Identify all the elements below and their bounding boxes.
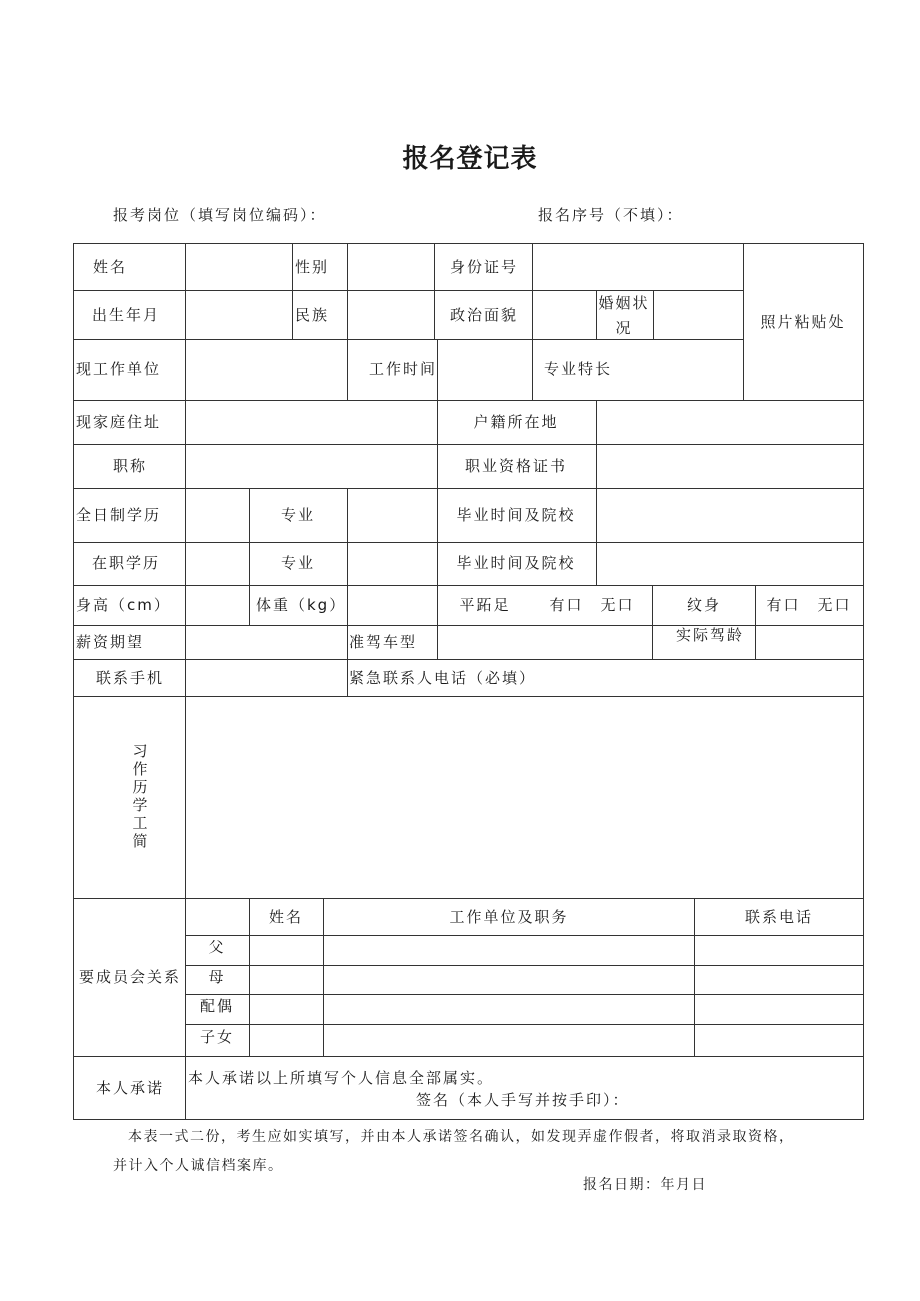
row-father: 父 bbox=[208, 938, 226, 956]
flatfoot-options[interactable]: 有口 无口 bbox=[549, 596, 635, 614]
label-fulltime-education: 全日制学历 bbox=[76, 506, 162, 524]
registration-date-label: 报名日期：年月日 bbox=[583, 1177, 707, 1193]
footer-note-line-1: 本表一式二份，考生应如实填写，并由本人承诺签名确认，如发现弄虚作假者，将取消录取资格， bbox=[128, 1129, 795, 1145]
photo-area-label: 照片粘贴处 bbox=[760, 313, 846, 331]
label-ethnicity: 民族 bbox=[295, 306, 330, 324]
post-code-label: 报考岗位（填写岗位编码）： bbox=[113, 206, 327, 224]
label-gender: 性别 bbox=[295, 258, 330, 276]
label-professional-title: 职称 bbox=[112, 457, 148, 475]
label-family-relations: 要成员会关系 bbox=[78, 968, 182, 986]
label-hukou: 户籍所在地 bbox=[473, 413, 559, 431]
label-license: 准驾车型 bbox=[349, 633, 418, 651]
label-graduation-1: 毕业时间及院校 bbox=[456, 506, 576, 524]
label-inservice-education: 在职学历 bbox=[91, 554, 161, 572]
label-work-time: 工作时间 bbox=[369, 360, 438, 378]
signature-label: 签名（本人手写并按手印）： bbox=[416, 1091, 630, 1109]
label-name: 姓名 bbox=[92, 258, 128, 276]
label-emergency-contact: 紧急联系人电话（必填） bbox=[349, 669, 537, 687]
label-salary: 薪资期望 bbox=[76, 633, 145, 651]
label-id-number: 身份证号 bbox=[449, 258, 519, 276]
footer-note-line-2: 并计入个人诚信档案库。 bbox=[113, 1158, 284, 1174]
label-marital-1: 婚姻状 bbox=[598, 294, 650, 312]
registration-form-table bbox=[73, 243, 864, 1120]
col-family-phone: 联系电话 bbox=[744, 908, 814, 926]
tattoo-options[interactable]: 有口 无口 bbox=[766, 596, 852, 614]
label-resume: 习 作 历 学 工 简 bbox=[132, 742, 148, 850]
label-weight: 体重（kg） bbox=[256, 596, 347, 614]
label-major-1: 专业 bbox=[280, 506, 316, 524]
label-qualification: 职业资格证书 bbox=[464, 457, 568, 475]
pledge-text: 本人承诺以上所填写个人信息全部属实。 bbox=[188, 1069, 495, 1087]
label-political-status: 政治面貌 bbox=[449, 306, 519, 324]
row-children: 子女 bbox=[199, 1028, 235, 1046]
label-graduation-2: 毕业时间及院校 bbox=[456, 554, 576, 572]
label-specialty: 专业特长 bbox=[544, 360, 613, 378]
label-marital-2: 况 bbox=[615, 319, 633, 337]
label-height: 身高（cm） bbox=[76, 596, 171, 614]
label-tattoo: 纹身 bbox=[686, 596, 722, 614]
label-flatfoot: 平跖足 bbox=[459, 596, 511, 614]
col-family-name: 姓名 bbox=[268, 908, 304, 926]
label-driving-age: 实际驾龄 bbox=[675, 626, 745, 644]
label-work-unit: 现工作单位 bbox=[76, 360, 162, 378]
form-title: 报名登记表 bbox=[402, 144, 538, 174]
label-pledge: 本人承诺 bbox=[95, 1079, 165, 1097]
serial-number-label: 报名序号（不填）： bbox=[538, 206, 684, 224]
label-home-address: 现家庭住址 bbox=[76, 413, 162, 431]
row-mother: 母 bbox=[208, 968, 226, 986]
row-spouse: 配偶 bbox=[199, 997, 235, 1015]
label-major-2: 专业 bbox=[280, 554, 316, 572]
label-birth: 出生年月 bbox=[91, 306, 161, 324]
col-family-work: 工作单位及职务 bbox=[449, 908, 569, 926]
label-phone: 联系手机 bbox=[95, 669, 165, 687]
